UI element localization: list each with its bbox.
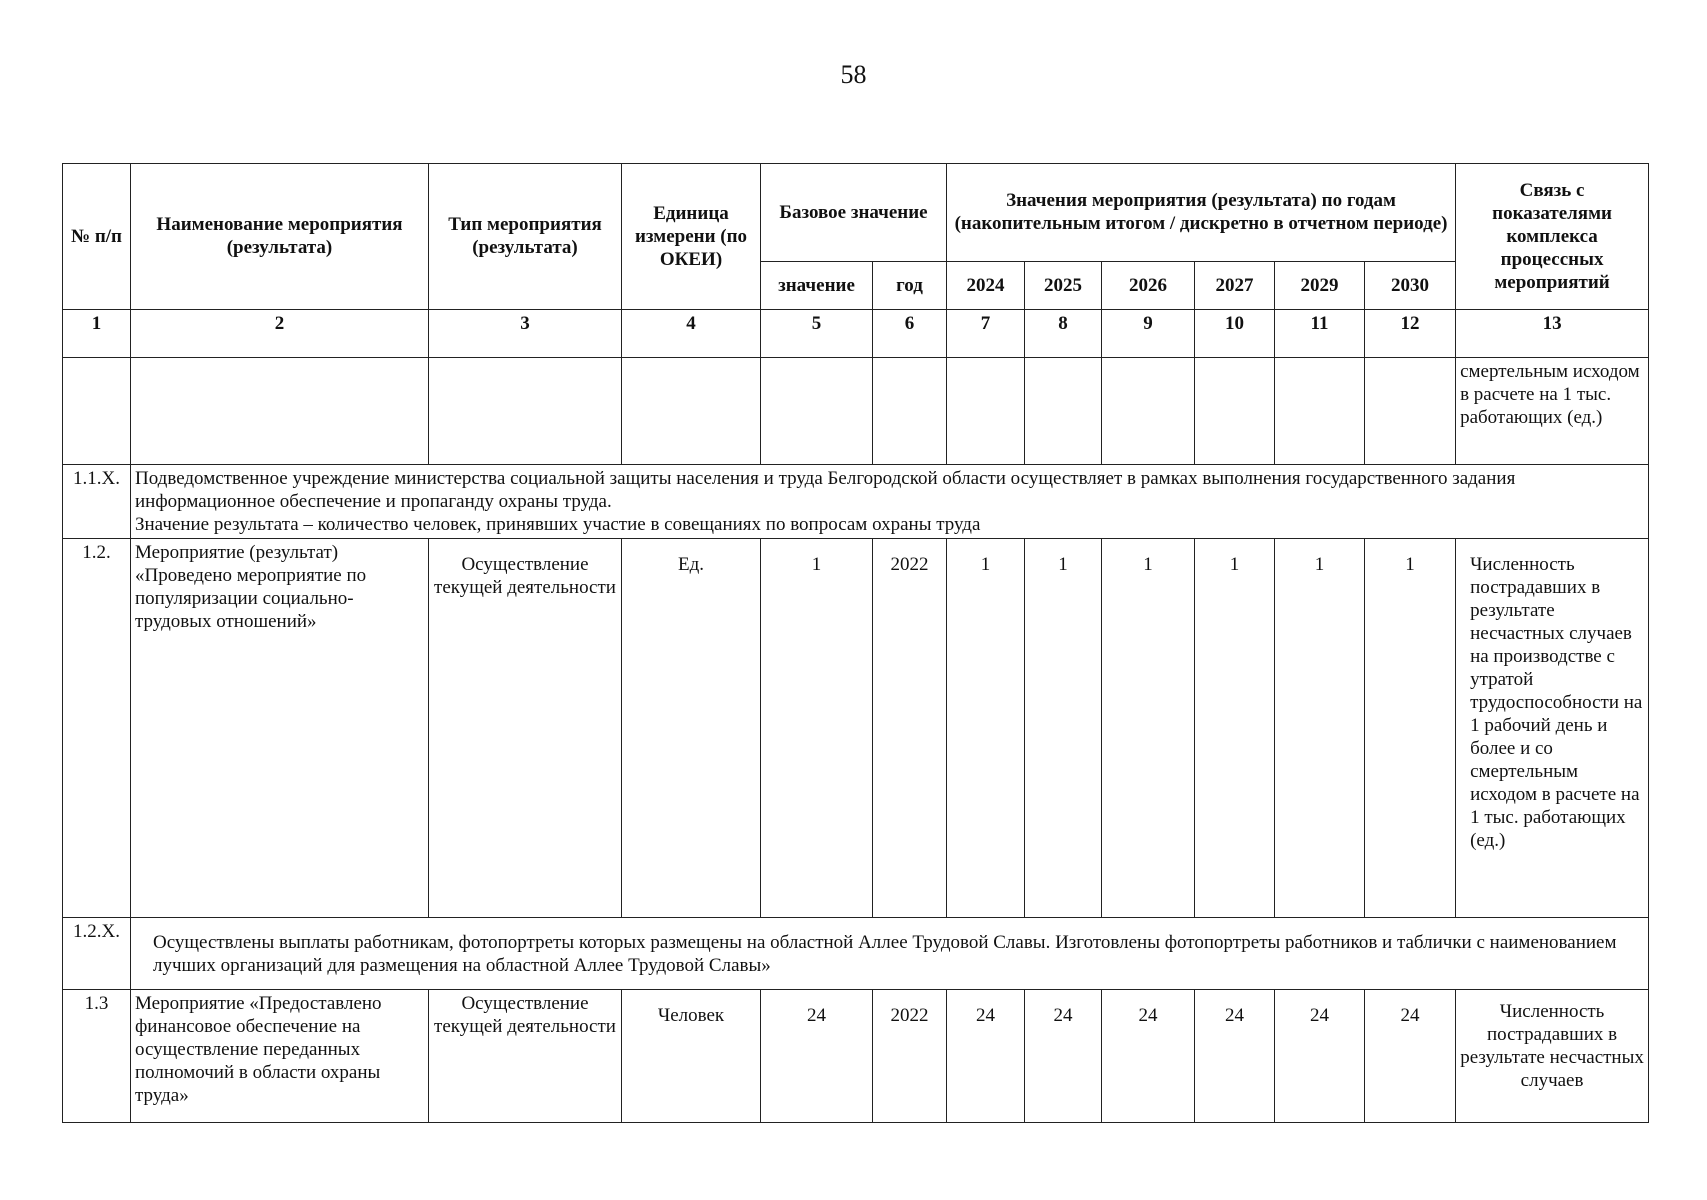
year-value: 1 [1365,538,1456,917]
column-number: 1 [63,309,131,357]
column-number: 2 [131,309,429,357]
header-row-1 [63,164,1649,262]
measure-name: Мероприятие (результат) «Проведено мероприятие по популяризации социально-трудовых отношений» [131,538,429,917]
row-1-2-x [63,917,1649,989]
table-cell [1025,358,1102,465]
row-number: 1.1.Х. [63,464,131,538]
header-year: 2030 [1365,261,1456,309]
measure-unit: Ед. [622,538,761,917]
base-year: 2022 [873,538,947,917]
year-value: 24 [1102,990,1195,1123]
row-description-note: Значение результата – количество человек, принявших участие в совещаниях по вопросам охраны труда [135,513,981,535]
year-value: 1 [1102,538,1195,917]
table-cell [1365,358,1456,465]
year-value: 1 [1275,538,1365,917]
header-base-year: год [873,261,947,309]
year-value: 1 [947,538,1025,917]
measure-unit: Человек [622,990,761,1123]
header-base-value: значение [761,261,873,309]
year-value: 24 [1365,990,1456,1123]
table-cell [873,358,947,465]
header-name: Наименование мероприятия (результата) [131,164,429,310]
base-value: 1 [761,538,873,917]
table-cell [761,358,873,465]
row-1-2 [63,538,1649,917]
column-number: 8 [1025,309,1102,357]
column-number: 4 [622,309,761,357]
indicator-link: Численность пострадавших в результате несчастных случаев [1456,990,1649,1123]
header-year: 2027 [1195,261,1275,309]
table-cell [1195,358,1275,465]
header-year: 2026 [1102,261,1195,309]
column-number: 12 [1365,309,1456,357]
header-base: Базовое значение [761,164,947,262]
table-cell [947,358,1025,465]
year-value: 24 [1025,990,1102,1123]
header-values-by-year: Значения мероприятия (результата) по годам (накопительным итогом / дискретно в отчетном периоде) [947,164,1456,262]
column-number: 9 [1102,309,1195,357]
table-cell [1102,358,1195,465]
measure-type: Осуществление текущей деятельности [429,538,622,917]
header-year: 2029 [1275,261,1365,309]
row-description-text: Подведомственное учреждение министерства социальной защиты населения и труда Белгородской области осуществляет в рамках выполнения государственного задания информационное обеспечение и пропаганду охраны труда. [135,467,1516,512]
row-number: 1.2.Х. [63,917,131,989]
base-value: 24 [761,990,873,1123]
table-cell [622,358,761,465]
column-number: 3 [429,309,622,357]
column-number: 10 [1195,309,1275,357]
measure-type: Осуществление текущей деятельности [429,990,622,1123]
row-number: 1.2. [63,538,131,917]
base-year: 2022 [873,990,947,1123]
table-cell [63,358,131,465]
measure-name: Мероприятие «Предоставлено финансовое обеспечение на осуществление переданных полномочий в области охраны труда» [131,990,429,1123]
table-cell [429,358,622,465]
year-value: 1 [1195,538,1275,917]
measures-table [62,163,1649,1123]
row-1-1-x [63,464,1649,538]
column-number: 13 [1456,309,1649,357]
column-number: 11 [1275,309,1365,357]
year-value: 24 [1195,990,1275,1123]
column-number: 6 [873,309,947,357]
row-number: 1.3 [63,990,131,1123]
header-year: 2025 [1025,261,1102,309]
row-1-3 [63,990,1649,1123]
header-link: Связь с показателями комплекса процессных мероприятий [1456,164,1649,310]
header-year: 2024 [947,261,1025,309]
table-cell [131,358,429,465]
header-unit: Единица измерени (по ОКЕИ) [622,164,761,310]
continuation-row [63,358,1649,465]
year-value: 24 [1275,990,1365,1123]
header-number: № п/п [63,164,131,310]
column-number: 5 [761,309,873,357]
column-number: 7 [947,309,1025,357]
row-description: Осуществлены выплаты работникам, фотопортреты которых размещены на областной Аллее Трудовой Славы. Изготовлены фотопортреты работников и таблички с наименованием лучших организаций для размещения на областной Аллее Трудовой Славы» [131,917,1649,989]
continuation-link: смертельным исходом в расчете на 1 тыс. работающих (ед.) [1456,358,1649,465]
indicator-link: Численность пострадавших в результате несчастных случаев на производстве с утратой трудоспособности на 1 рабочий день и более и со смертельным исходом в расчете на 1 тыс. работающих (ед.) [1456,538,1649,917]
header-type: Тип мероприятия (результата) [429,164,622,310]
column-numbers-row [63,309,1649,357]
year-value: 1 [1025,538,1102,917]
year-value: 24 [947,990,1025,1123]
table-cell [1275,358,1365,465]
page-number: 58 [840,60,867,89]
row-description [131,464,1649,538]
